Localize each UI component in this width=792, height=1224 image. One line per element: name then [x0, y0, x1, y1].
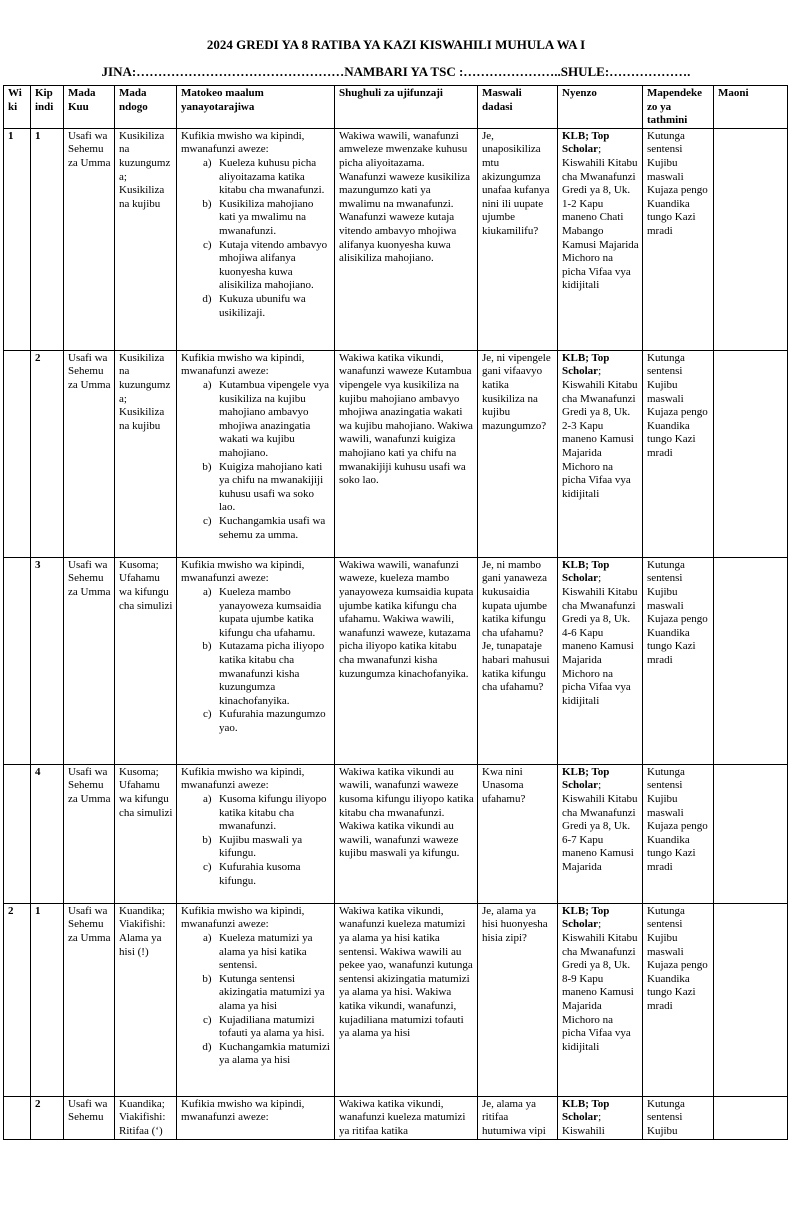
matokeo-item: b. Kuigiza mahojiano kati ya chifu na mwanakijiji kuhusu usafi wa soko lao. [217, 461, 331, 515]
cell-shughuli: Wakiwa katika vikundi, wanafunzi kueleza matumizi ya alama ya hisi katika sentensi. Wakiwa wawili au pekee yao, wanafunzi kutunga sentensi akizingatia matumizi ya alama ya hisi. Wakiwa katika vikundi, wanafunzi, kujadiliana matumizi tofauti ya alama ya hisi [335, 903, 478, 1096]
table-row [4, 903, 788, 1096]
cell-wiki: 2 [4, 903, 31, 1096]
matokeo-intro: Kufikia mwisho wa kipindi, mwanafunzi aweze: [181, 904, 305, 931]
cell-maoni [714, 764, 788, 903]
matokeo-item: c. Kufurahia kusoma kifungu. [217, 861, 331, 888]
cell-tathmini: Kutunga sentensi Kujibu maswali Kujaza pengo Kuandika tungo Kazi mradi [643, 128, 714, 350]
page-title: 2024 GREDI YA 8 RATIBA YA KAZI KISWAHILI MUHULA WA I [206, 37, 586, 52]
cell-kipindi: 1 [31, 128, 64, 350]
cell-mada-ndogo: Kuandika; Viakifishi: Ritifaa (‘) [115, 1096, 177, 1139]
table-row [4, 1096, 788, 1139]
matokeo-item: d. Kukuza ubunifu wa usikilizaji. [217, 293, 331, 320]
cell-shughuli: Wakiwa katika vikundi, wanafunzi waweze Kutambua vipengele vya kusikiliza na kujibu mahojiano ambavyo mhojiwa anazingatia wakati wa kujibu mahojiano. Wakiwa wawili, wanafunzi kuigiza mahojiano kati ya chifu na mwanakijiji kuhusu usafi wa soko lao. [335, 350, 478, 557]
cell-nyenzo [558, 557, 643, 764]
cell-kipindi: 4 [31, 764, 64, 903]
nyenzo-publisher: KLB; Top Scholar [562, 765, 610, 792]
cell-wiki [4, 350, 31, 557]
col-header-wiki: Wi ki [4, 86, 31, 129]
table-row [4, 128, 788, 350]
matokeo-intro: Kufikia mwisho wa kipindi, mwanafunzi aweze: [181, 1097, 305, 1124]
matokeo-item: b. Kujibu maswali ya kifungu. [217, 834, 331, 861]
cell-mada-kuu: Usafi wa Sehemu za Umma [64, 350, 115, 557]
cell-maoni [714, 1096, 788, 1139]
cell-mada-ndogo: Kusoma; Ufahamu wa kifungu cha simulizi [115, 764, 177, 903]
cell-mada-ndogo: Kuandika; Viakifishi: Alama ya hisi (!) [115, 903, 177, 1096]
cell-tathmini: Kutunga sentensi Kujibu maswali Kujaza pengo Kuandika tungo Kazi mradi [643, 903, 714, 1096]
matokeo-intro: Kufikia mwisho wa kipindi, mwanafunzi aweze: [181, 765, 305, 792]
col-header-tathmini: Mapendeke zo ya tathmini [643, 86, 714, 129]
matokeo-intro: Kufikia mwisho wa kipindi, mwanafunzi aweze: [181, 351, 305, 378]
cell-wiki [4, 1096, 31, 1139]
matokeo-list [181, 586, 331, 736]
matokeo-intro: Kufikia mwisho wa kipindi, mwanafunzi aweze: [181, 129, 305, 156]
cell-matokeo [177, 903, 335, 1096]
col-header-mada-kuu: Mada Kuu [64, 86, 115, 129]
nyenzo-text: ; Kiswahili Kitabu cha Mwanafunzi Gredi ya 8, Uk. 1-2 Kapu maneno Chati Mabango Kamusi Majarida Michoro na picha Vifaa vya kidijitali [562, 143, 639, 292]
cell-nyenzo [558, 1096, 643, 1139]
cell-nyenzo [558, 128, 643, 350]
cell-maswali: Kwa nini Unasoma ufahamu? [478, 764, 558, 903]
cell-shughuli: Wakiwa katika vikundi, wanafunzi kueleza matumizi ya ritifaa katika [335, 1096, 478, 1139]
nyenzo-text: ; Kiswahili Kitabu cha Mwanafunzi Gredi ya 8, Uk. 6-7 Kapu maneno Kamusi Majarida [562, 779, 638, 873]
nyenzo-text: ; Kiswahili Kitabu cha Mwanafunzi Gredi ya 8, Uk. 2-3 Kapu maneno Kamusi Majarida Michoro na picha Vifaa vya kidijitali [562, 365, 638, 500]
nyenzo-publisher: KLB; Top Scholar [562, 351, 610, 378]
cell-kipindi: 1 [31, 903, 64, 1096]
col-header-maswali: Maswali dadasi [478, 86, 558, 129]
col-header-maoni: Maoni [714, 86, 788, 129]
col-header-kipindi: Kip indi [31, 86, 64, 129]
matokeo-item: b. Kutazama picha iliyopo katika kitabu cha mwanafunzi kisha kuzungumza kinachofanyika. [217, 640, 331, 708]
matokeo-list [181, 793, 331, 888]
col-header-matokeo: Matokeo maalum yanayotarajiwa [177, 86, 335, 129]
table-row [4, 764, 788, 903]
cell-wiki [4, 764, 31, 903]
cell-tathmini: Kutunga sentensi Kujibu maswali Kujaza pengo Kuandika tungo Kazi mradi [643, 557, 714, 764]
matokeo-list [181, 157, 331, 320]
scheme-of-work-table [3, 85, 788, 1140]
matokeo-item: c. Kufurahia mazungumzo yao. [217, 708, 331, 735]
table-row [4, 350, 788, 557]
cell-mada-kuu: Usafi wa Sehemu za Umma [64, 557, 115, 764]
matokeo-item: b. Kusikiliza mahojiano kati ya mwalimu na mwanafunzi. [217, 198, 331, 239]
table-header-row [4, 86, 788, 129]
col-header-shughuli: Shughuli za ujifunzaji [335, 86, 478, 129]
cell-nyenzo [558, 764, 643, 903]
cell-matokeo [177, 764, 335, 903]
cell-matokeo [177, 350, 335, 557]
cell-tathmini: Kutunga sentensi Kujibu maswali Kujaza pengo Kuandika tungo Kazi mradi [643, 350, 714, 557]
cell-kipindi: 3 [31, 557, 64, 764]
cell-maoni [714, 128, 788, 350]
nyenzo-publisher: KLB; Top Scholar [562, 904, 610, 931]
nyenzo-text: ; Kiswahili Kitabu cha Mwanafunzi Gredi ya 8, Uk. 8-9 Kapu maneno Kamusi Majarida Michoro na picha Vifaa vya kidijitali [562, 918, 638, 1053]
cell-mada-ndogo: Kusikiliza na kuzungumza; Kusikiliza na kujibu [115, 128, 177, 350]
nyenzo-publisher: KLB; Top Scholar [562, 558, 610, 585]
nyenzo-text: ; Kiswahili [562, 1111, 605, 1137]
matokeo-item: d. Kuchangamkia matumizi ya alama ya hisi [217, 1041, 331, 1068]
matokeo-item: a. Kusoma kifungu iliyopo katika kitabu cha mwanafunzi. [217, 793, 331, 834]
cell-tathmini: Kutunga sentensi Kujibu maswali Kujaza pengo Kuandika tungo Kazi mradi [643, 764, 714, 903]
cell-mada-kuu: Usafi wa Sehemu za Umma [64, 903, 115, 1096]
matokeo-item: c. Kujadiliana matumizi tofauti ya alama ya hisi. [217, 1014, 331, 1041]
cell-matokeo [177, 1096, 335, 1139]
matokeo-item: b. Kutunga sentensi akizingatia matumizi ya alama ya hisi [217, 973, 331, 1014]
cell-wiki [4, 557, 31, 764]
cell-kipindi: 2 [31, 350, 64, 557]
cell-matokeo [177, 128, 335, 350]
cell-maoni [714, 557, 788, 764]
cell-mada-ndogo: Kusikiliza na kuzungumza; Kusikiliza na kujibu [115, 350, 177, 557]
cell-maoni [714, 903, 788, 1096]
cell-maswali: Je, alama ya hisi huonyesha hisia zipi? [478, 903, 558, 1096]
matokeo-item: c. Kuchangamkia usafi wa sehemu za umma. [217, 515, 331, 542]
nyenzo-publisher: KLB; Top Scholar [562, 1097, 610, 1124]
cell-kipindi: 2 [31, 1096, 64, 1139]
matokeo-item: a. Kueleza kuhusu picha aliyoitazama katika kitabu cha mwanafunzi. [217, 157, 331, 198]
form-fields-line: JINA:…………………………………………NAMBARI YA TSC :…………………..SHULE:………………. [101, 64, 691, 79]
cell-maswali: Je, alama ya ritifaa hutumiwa vipi [478, 1096, 558, 1139]
cell-shughuli: Wakiwa katika vikundi au wawili, wanafunzi waweze kusoma kifungu iliyopo katika kitabu cha mwanafunzi. Wakiwa katika vikundi au wawili, wanafunzi waweze kujibu maswali ya kifungu. [335, 764, 478, 903]
cell-mada-ndogo: Kusoma; Ufahamu wa kifungu cha simulizi [115, 557, 177, 764]
matokeo-list [181, 932, 331, 1068]
table-row [4, 557, 788, 764]
cell-mada-kuu: Usafi wa Sehemu za Umma [64, 764, 115, 903]
matokeo-item: c. Kutaja vitendo ambavyo mhojiwa alifanya kuonyesha kuwa alisikiliza mahojiano. [217, 239, 331, 293]
cell-matokeo [177, 557, 335, 764]
nyenzo-text: ; Kiswahili Kitabu cha Mwanafunzi Gredi ya 8, Uk. 4-6 Kapu maneno Kamusi Majarida Michoro na picha Vifaa vya kidijitali [562, 572, 638, 707]
cell-mada-kuu: Usafi wa Sehemu [64, 1096, 115, 1139]
cell-wiki: 1 [4, 128, 31, 350]
cell-nyenzo [558, 903, 643, 1096]
matokeo-list [181, 379, 331, 542]
nyenzo-publisher: KLB; Top Scholar [562, 129, 610, 156]
matokeo-item: a. Kutambua vipengele vya kusikiliza na kujibu mahojiano ambavyo mhojiwa anazingatia wakati wa kujibu mahojiano. [217, 379, 331, 461]
cell-shughuli: Wakiwa wawili, wanafunzi waweze, kueleza mambo yanayoweza kumsaidia kupata ujumbe katika kifungu cha ufahamu. Wakiwa wawili, wanafunzi waweze, kutazama picha iliyopo katika kitabu cha mwanafunzi kisha kuzungumza kinachofanyika. [335, 557, 478, 764]
cell-maoni [714, 350, 788, 557]
cell-maswali: Je, unaposikiliza mtu akizungumza unafaa kufanya nini ili uupate ujumbe kiukamilifu? [478, 128, 558, 350]
matokeo-item: a. Kueleza matumizi ya alama ya hisi katika sentensi. [217, 932, 331, 973]
cell-nyenzo [558, 350, 643, 557]
matokeo-item: a. Kueleza mambo yanayoweza kumsaidia kupata ujumbe katika kifungu cha ufahamu. [217, 586, 331, 640]
cell-tathmini: Kutunga sentensi Kujibu [643, 1096, 714, 1139]
col-header-mada-ndogo: Mada ndogo [115, 86, 177, 129]
col-header-nyenzo: Nyenzo [558, 86, 643, 129]
cell-shughuli: Wakiwa wawili, wanafunzi amweleze mwenzake kuhusu picha aliyoitazama. Wanafunzi waweze kusikiliza mazungumzo kati ya mwalimu na mwanafunzi. Wanafunzi waweze kutaja vitendo ambavyo mhojiwa alifanya kuonyesha kuwa alisikiliza mahojiano. [335, 128, 478, 350]
matokeo-intro: Kufikia mwisho wa kipindi, mwanafunzi aweze: [181, 558, 305, 585]
cell-maswali: Je, ni vipengele gani vifaavyo katika kusikiliza na kujibu mazungumzo? [478, 350, 558, 557]
cell-maswali: Je, ni mambo gani yanaweza kukusaidia kupata ujumbe katika kifungu cha ufahamu? Je, tunapataje habari mahusui katika kifungu cha ufahamu? [478, 557, 558, 764]
cell-mada-kuu: Usafi wa Sehemu za Umma [64, 128, 115, 350]
